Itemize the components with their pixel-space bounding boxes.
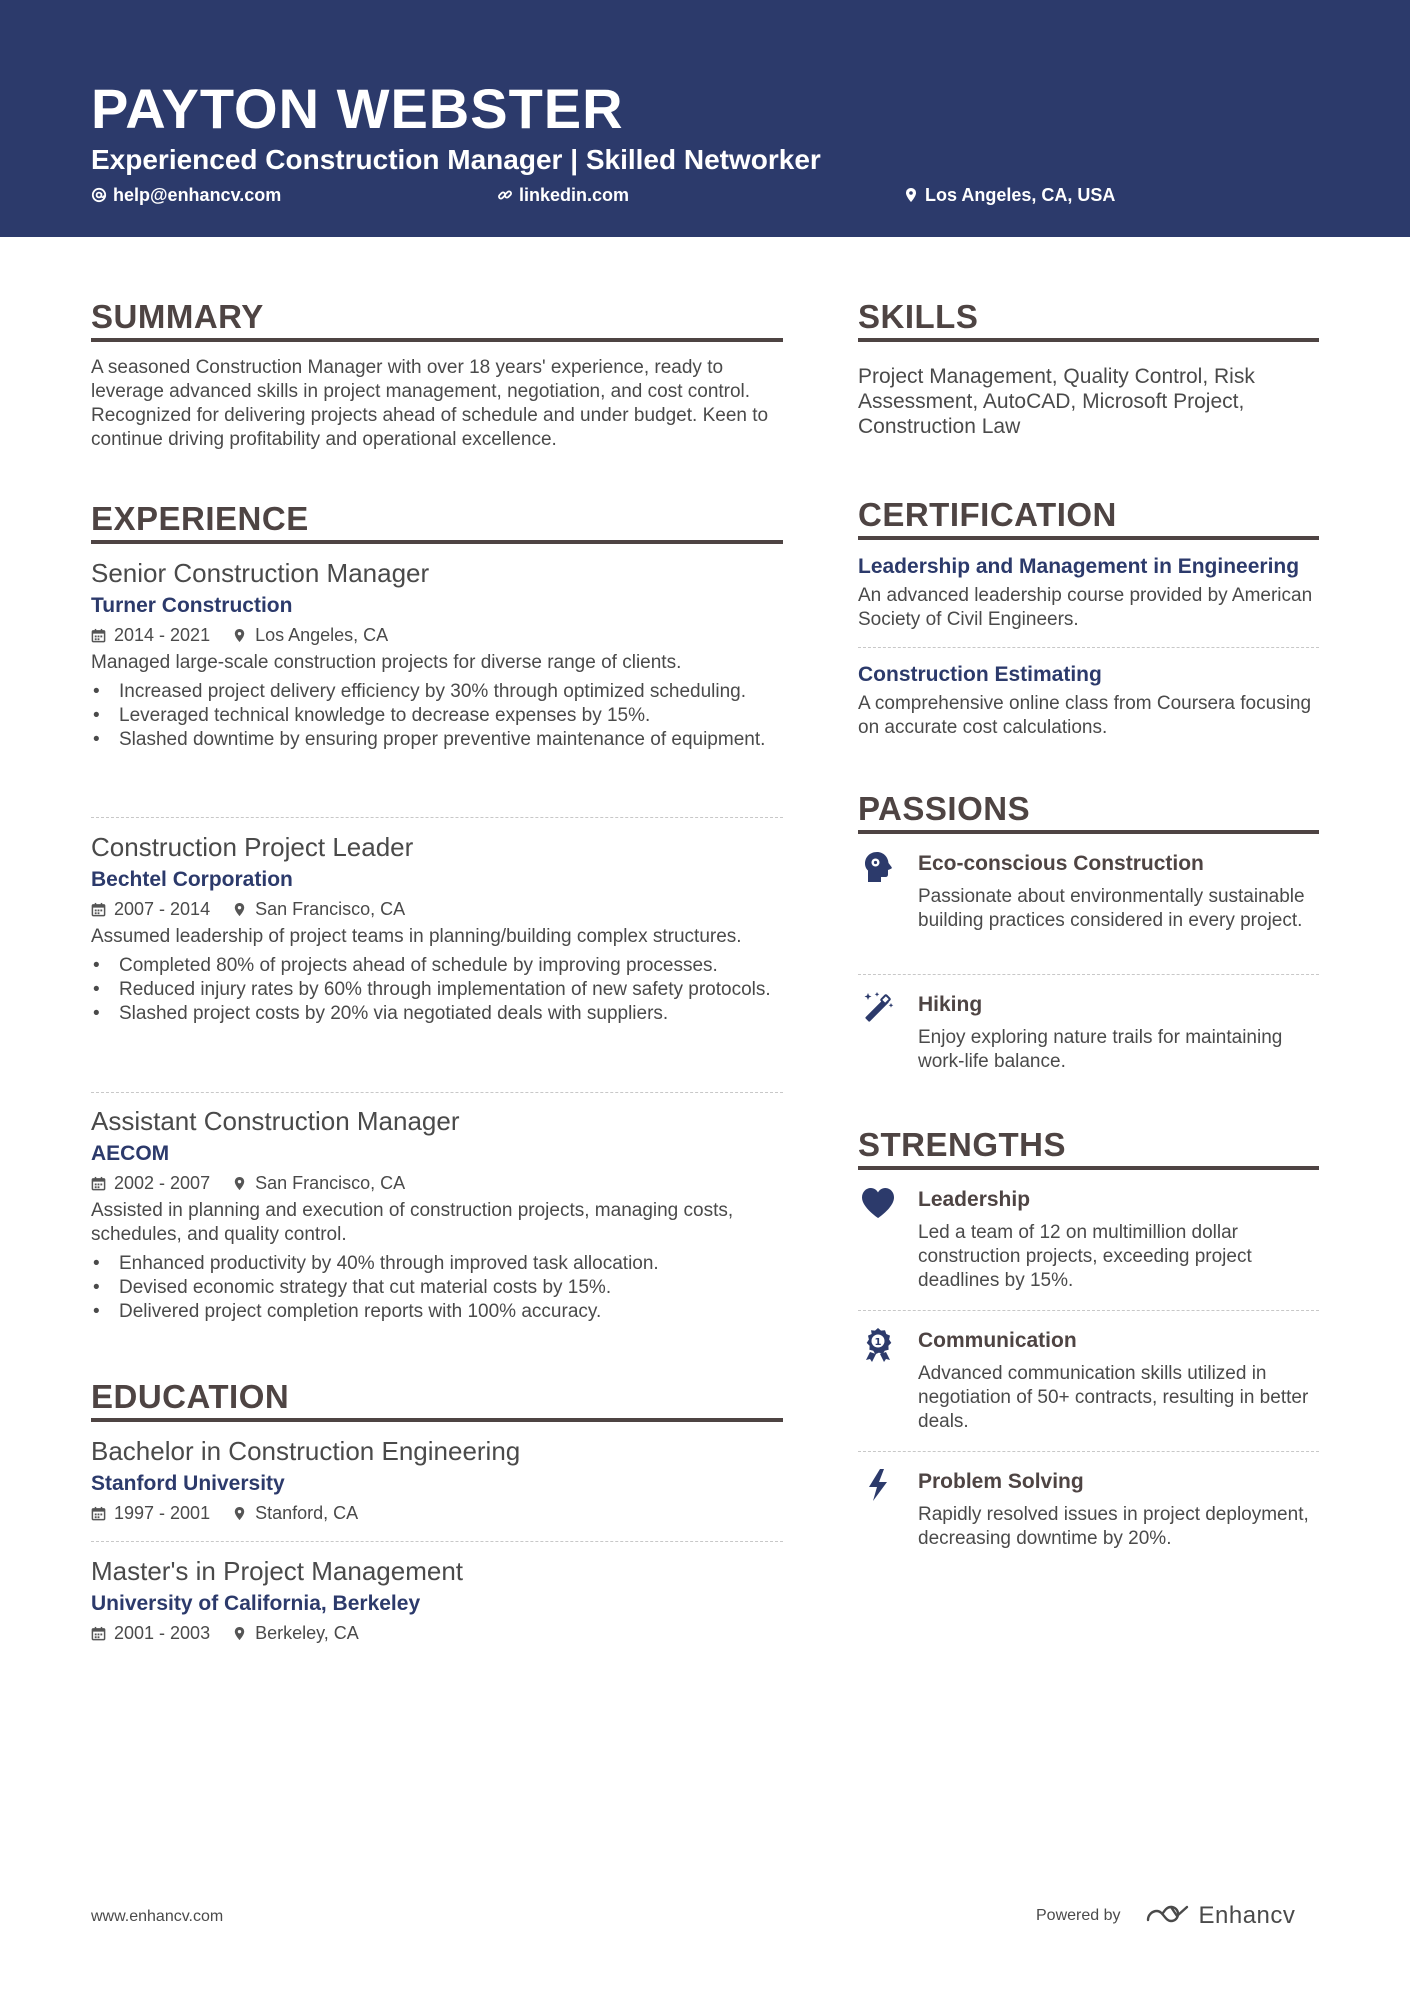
- education-item: [91, 1554, 783, 1645]
- calendar-icon: [91, 1506, 106, 1521]
- skills-list: Project Management, Quality Control, Risk Assessment, AutoCAD, Microsoft Project, Construction Law: [858, 365, 1255, 438]
- job-bullets: [91, 680, 783, 752]
- job-bullet: • Increased project delivery efficiency by 30% through optimized scheduling.: [91, 680, 783, 704]
- certification-title: Construction Estimating: [858, 663, 1102, 686]
- school-name: University of California, Berkeley: [91, 1592, 421, 1615]
- job-bullet: • Reduced injury rates by 60% through implementation of new safety protocols.: [91, 978, 783, 1002]
- job-role: Construction Project Leader: [91, 832, 414, 862]
- passions-heading: PASSIONS: [858, 790, 1031, 827]
- job-role: Assistant Construction Manager: [91, 1106, 460, 1136]
- contact-location-text: Los Angeles, CA, USA: [925, 185, 1116, 205]
- job-bullets: [91, 954, 783, 1026]
- certification-title: Leadership and Management in Engineering: [858, 555, 1300, 578]
- calendar-icon: [91, 1176, 106, 1191]
- heart-icon: [860, 1185, 896, 1221]
- location-pin-icon: [232, 1626, 247, 1641]
- contact-linkedin[interactable]: [497, 183, 629, 207]
- location-pin-icon: [232, 628, 247, 643]
- certification-item: [858, 661, 1318, 740]
- certification-divider: [858, 536, 1319, 540]
- job-dates: 2007 - 2014: [114, 899, 211, 919]
- brand-name: Enhancv: [1198, 1902, 1296, 1929]
- strengths-heading: STRENGTHS: [858, 1126, 1067, 1163]
- education-meta: [91, 1501, 783, 1525]
- passion-description: Passionate about environmentally sustainable building practices considered in every project.: [918, 886, 1305, 931]
- job-description: Assisted in planning and execution of construction projects, managing costs, schedules, and quality control.: [91, 1200, 734, 1245]
- job-location: Los Angeles, CA: [255, 625, 389, 645]
- calendar-icon: [91, 902, 106, 917]
- summary-heading: SUMMARY: [91, 298, 264, 335]
- contact-linkedin-text: linkedin.com: [519, 185, 630, 205]
- enhancv-logo-icon: [1145, 1904, 1191, 1928]
- experience-item: [91, 556, 783, 752]
- location-pin-icon: [232, 1176, 247, 1191]
- strength-item: [858, 1326, 1318, 1434]
- job-meta: [91, 1171, 783, 1195]
- at-icon: [91, 187, 107, 203]
- job-company: Turner Construction: [91, 594, 293, 617]
- contact-location: [903, 183, 1115, 207]
- degree-name: Bachelor in Construction Engineering: [91, 1436, 521, 1466]
- job-bullet: • Completed 80% of projects ahead of schedule by improving processes.: [91, 954, 783, 978]
- job-bullet: • Leveraged technical knowledge to decrease expenses by 15%.: [91, 704, 783, 728]
- footer-website[interactable]: www.enhancv.com: [91, 1908, 224, 1925]
- education-item: [91, 1434, 783, 1525]
- education-dates: 2001 - 2003: [114, 1623, 211, 1643]
- lightning-icon: [860, 1467, 896, 1503]
- passions-divider: [858, 830, 1319, 834]
- item-divider: [858, 1451, 1319, 1452]
- job-bullet: • Slashed downtime by ensuring proper preventive maintenance of equipment.: [91, 728, 783, 752]
- skills-divider: [858, 338, 1319, 342]
- magic-wand-icon: [860, 990, 896, 1026]
- certification-description: An advanced leadership course provided by American Society of Civil Engineers.: [858, 585, 1313, 630]
- strength-title: Communication: [918, 1329, 1077, 1352]
- resume-header: [0, 0, 1410, 237]
- job-description: Managed large-scale construction projects for diverse range of clients.: [91, 652, 682, 673]
- education-heading: EDUCATION: [91, 1378, 290, 1415]
- job-bullet: • Devised economic strategy that cut material costs by 15%.: [91, 1276, 783, 1300]
- degree-name: Master's in Project Management: [91, 1556, 464, 1586]
- strength-item: [858, 1185, 1318, 1293]
- job-location: San Francisco, CA: [255, 899, 406, 919]
- strength-title: Leadership: [918, 1188, 1031, 1211]
- education-dates: 1997 - 2001: [114, 1503, 211, 1523]
- strength-description: Led a team of 12 on multimillion dollar construction projects, exceeding project deadlines by 15%.: [918, 1222, 1252, 1291]
- certification-description: A comprehensive online class from Coursera focusing on accurate cost calculations.: [858, 693, 1312, 738]
- item-divider: [91, 1541, 783, 1542]
- certification-item: [858, 553, 1318, 632]
- job-company: Bechtel Corporation: [91, 868, 293, 891]
- strength-item: [858, 1467, 1318, 1551]
- job-meta: [91, 623, 783, 647]
- job-location: San Francisco, CA: [255, 1173, 406, 1193]
- job-bullet: • Delivered project completion reports with 100% accuracy.: [91, 1300, 783, 1324]
- experience-heading: EXPERIENCE: [91, 500, 309, 537]
- job-company: AECOM: [91, 1142, 170, 1165]
- head-icon: [860, 849, 896, 885]
- education-divider: [91, 1418, 783, 1422]
- strength-description: Advanced communication skills utilized in negotiation of 50+ contracts, resulting in better deals.: [918, 1363, 1309, 1432]
- item-divider: [91, 1092, 783, 1093]
- passion-item: [858, 990, 1318, 1074]
- education-location: Berkeley, CA: [255, 1623, 359, 1643]
- link-icon: [497, 187, 513, 203]
- experience-item: [91, 1104, 783, 1324]
- job-bullet: • Slashed project costs by 20% via negotiated deals with suppliers.: [91, 1002, 783, 1026]
- job-dates: 2014 - 2021: [114, 625, 211, 645]
- passion-item: [858, 849, 1318, 933]
- experience-divider: [91, 540, 783, 544]
- location-pin-icon: [903, 187, 919, 203]
- brand-logo[interactable]: [1145, 1902, 1296, 1930]
- candidate-name: PAYTON WEBSTER: [91, 77, 624, 140]
- education-meta: [91, 1621, 783, 1645]
- item-divider: [858, 1310, 1319, 1311]
- calendar-icon: [91, 1626, 106, 1641]
- certification-heading: CERTIFICATION: [858, 496, 1117, 533]
- job-dates: 2002 - 2007: [114, 1173, 211, 1193]
- summary-divider: [91, 338, 783, 342]
- candidate-title: Experienced Construction Manager | Skilled Networker: [91, 144, 821, 175]
- contact-email[interactable]: [91, 183, 281, 207]
- school-name: Stanford University: [91, 1472, 285, 1495]
- passion-title: Hiking: [918, 993, 983, 1016]
- passion-title: Eco-conscious Construction: [918, 852, 1204, 875]
- item-divider: [858, 647, 1319, 648]
- job-bullets: [91, 1252, 783, 1324]
- item-divider: [858, 974, 1319, 975]
- location-pin-icon: [232, 902, 247, 917]
- strength-description: Rapidly resolved issues in project deployment, decreasing downtime by 20%.: [918, 1504, 1309, 1549]
- strength-title: Problem Solving: [918, 1470, 1084, 1493]
- summary-text: A seasoned Construction Manager with over 18 years' experience, ready to leverage advanced skills in project management, negotiation, and cost control. Recognized for delivering projects ahead of schedule and under budget. Keen to continue driving profitability and operational excellence.: [91, 357, 769, 450]
- item-divider: [91, 817, 783, 818]
- job-description: Assumed leadership of project teams in planning/building complex structures.: [91, 926, 742, 947]
- strengths-divider: [858, 1166, 1319, 1170]
- footer-branding: [1036, 1902, 1295, 1930]
- education-location: Stanford, CA: [255, 1503, 359, 1523]
- contact-email-text: help@enhancv.com: [113, 185, 282, 205]
- passion-description: Enjoy exploring nature trails for maintaining work-life balance.: [918, 1027, 1283, 1072]
- experience-item: [91, 830, 783, 1026]
- powered-by-label: Powered by: [1036, 1907, 1121, 1924]
- award-icon: [860, 1326, 896, 1362]
- svg-text:1: 1: [874, 1337, 882, 1348]
- skills-heading: SKILLS: [858, 298, 979, 335]
- calendar-icon: [91, 628, 106, 643]
- job-role: Senior Construction Manager: [91, 558, 430, 588]
- job-meta: [91, 897, 783, 921]
- location-pin-icon: [232, 1506, 247, 1521]
- job-bullet: • Enhanced productivity by 40% through improved task allocation.: [91, 1252, 783, 1276]
